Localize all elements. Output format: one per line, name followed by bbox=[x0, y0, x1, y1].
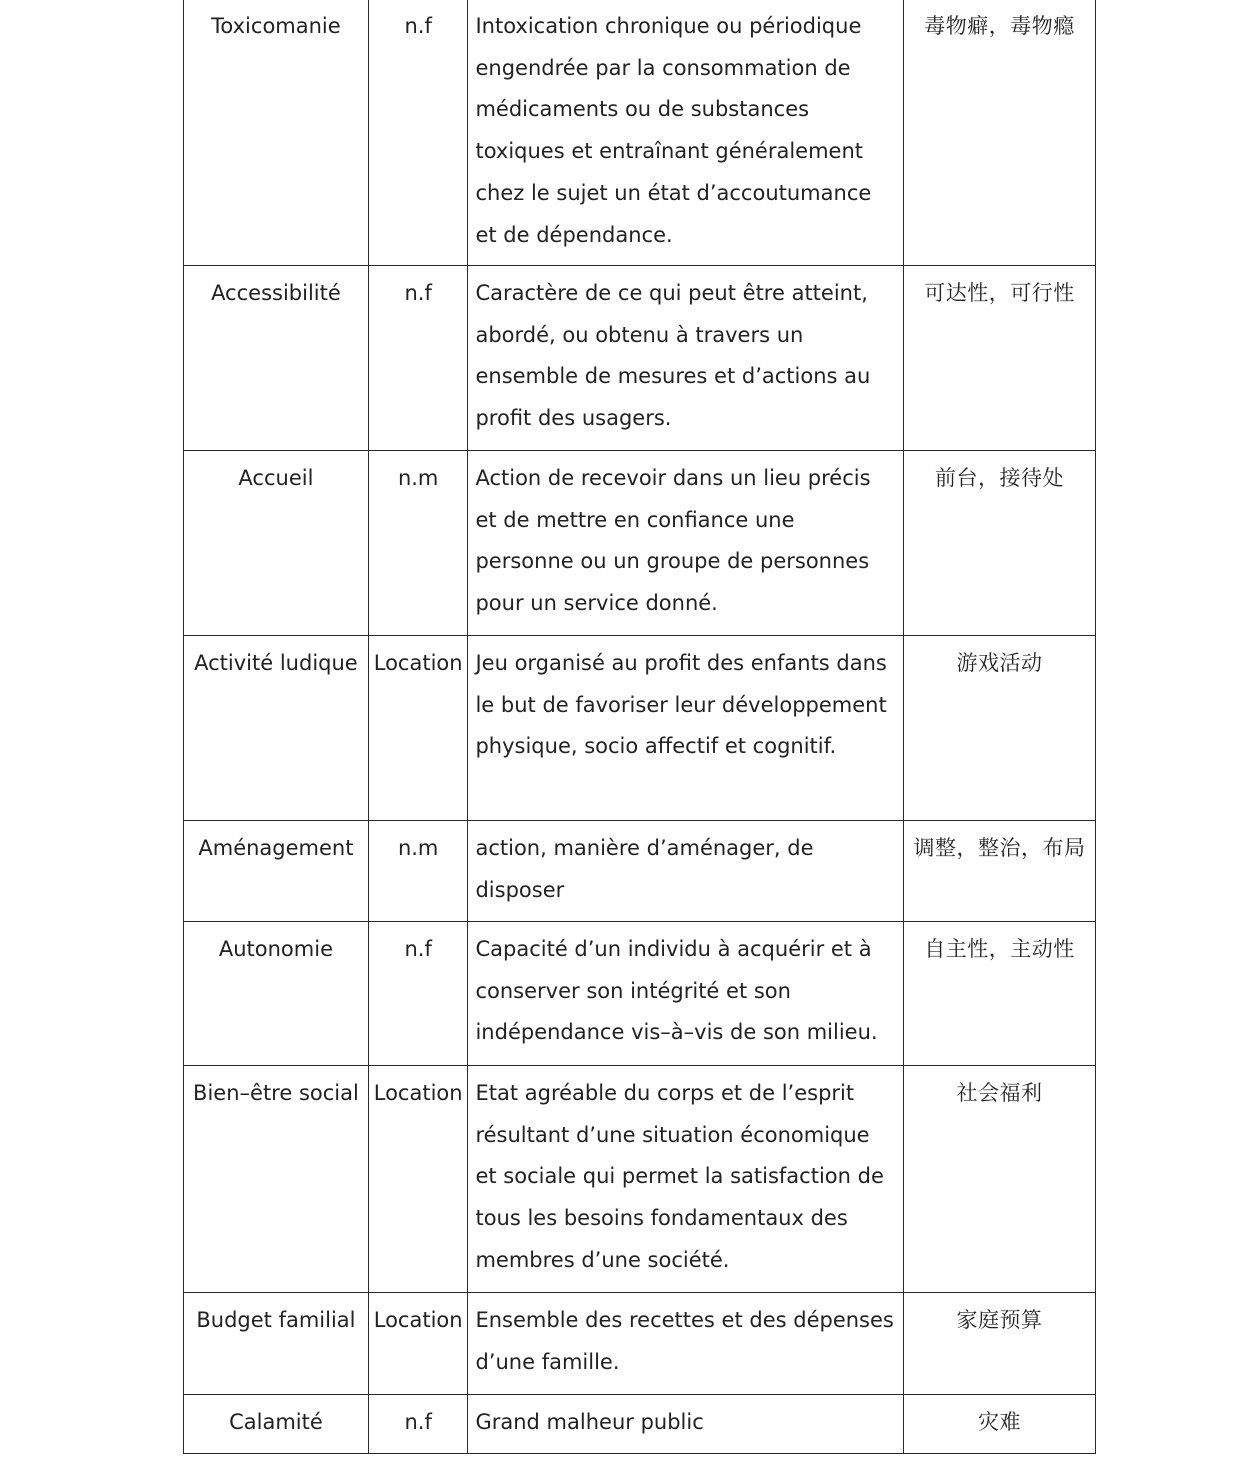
table-row bbox=[184, 922, 1096, 1066]
table-row bbox=[184, 1293, 1096, 1395]
definition-cell: Action de recevoir dans un lieu précis et de mettre en confiance une personne ou un groupe de personnes pour un service donné. bbox=[468, 451, 903, 636]
glossary-table bbox=[183, 0, 1096, 1454]
chinese-translation-cell bbox=[903, 1395, 1095, 1454]
term-cell: Activité ludique bbox=[184, 636, 369, 821]
chinese-translation-cell bbox=[903, 1066, 1095, 1293]
chinese-translation-cell bbox=[903, 636, 1095, 821]
chinese-translation-cell bbox=[903, 922, 1095, 1066]
definition-cell: Ensemble des recettes et des dépenses d’une famille. bbox=[468, 1293, 903, 1395]
table-row bbox=[184, 636, 1096, 821]
table-row bbox=[184, 1395, 1096, 1454]
part-of-speech-cell: n.m bbox=[368, 821, 468, 922]
chinese-translation-text: 灾难 bbox=[977, 1410, 1021, 1434]
term-cell: Accueil bbox=[184, 451, 369, 636]
chinese-translation-text: 毒物癖，毒物瘾 bbox=[924, 14, 1075, 38]
part-of-speech-cell: n.f bbox=[368, 0, 468, 266]
term-cell: Budget familial bbox=[184, 1293, 369, 1395]
chinese-translation-cell bbox=[903, 1293, 1095, 1395]
chinese-translation-text: 调整，整治，布局 bbox=[913, 836, 1086, 860]
term-cell: Autonomie bbox=[184, 922, 369, 1066]
term-cell: Calamité bbox=[184, 1395, 369, 1454]
part-of-speech-cell: n.f bbox=[368, 1395, 468, 1454]
part-of-speech-cell: n.m bbox=[368, 451, 468, 636]
chinese-translation-cell bbox=[903, 0, 1095, 266]
definition-cell: Caractère de ce qui peut être atteint, abordé, ou obtenu à travers un ensemble de mesures et d’actions au profit des usagers. bbox=[468, 266, 903, 451]
definition-cell: action, manière d’aménager, de disposer bbox=[468, 821, 903, 922]
table-row bbox=[184, 451, 1096, 636]
definition-cell: Jeu organisé au profit des enfants dans le but de favoriser leur développement physique, socio affectif et cognitif. bbox=[468, 636, 903, 821]
term-cell: Accessibilité bbox=[184, 266, 369, 451]
part-of-speech-cell: n.f bbox=[368, 922, 468, 1066]
definition-cell: Capacité d’un individu à acquérir et à conserver son intégrité et son indépendance vis–à–vis de son milieu. bbox=[468, 922, 903, 1066]
chinese-translation-text: 社会福利 bbox=[956, 1081, 1043, 1105]
chinese-translation-text: 自主性，主动性 bbox=[924, 937, 1075, 961]
term-cell: Toxicomanie bbox=[184, 0, 369, 266]
chinese-translation-cell bbox=[903, 451, 1095, 636]
table-row bbox=[184, 0, 1096, 266]
chinese-translation-text: 家庭预算 bbox=[956, 1308, 1043, 1332]
term-cell: Bien–être social bbox=[184, 1066, 369, 1293]
chinese-translation-cell bbox=[903, 266, 1095, 451]
part-of-speech-cell: Location bbox=[368, 1293, 468, 1395]
table-row bbox=[184, 1066, 1096, 1293]
table-row bbox=[184, 821, 1096, 922]
definition-cell: Intoxication chronique ou périodique engendrée par la consommation de médicaments ou de substances toxiques et entraînant généralement chez le sujet un état d’accoutumance et de dépendance. bbox=[468, 0, 903, 266]
part-of-speech-cell: Location bbox=[368, 636, 468, 821]
part-of-speech-cell: n.f bbox=[368, 266, 468, 451]
term-cell: Aménagement bbox=[184, 821, 369, 922]
chinese-translation-text: 游戏活动 bbox=[956, 651, 1043, 675]
table-row bbox=[184, 266, 1096, 451]
definition-cell: Etat agréable du corps et de l’esprit résultant d’une situation économique et sociale qui permet la satisfaction de tous les besoins fondamentaux des membres d’une société. bbox=[468, 1066, 903, 1293]
chinese-translation-text: 前台，接待处 bbox=[934, 466, 1064, 490]
definition-cell: Grand malheur public bbox=[468, 1395, 903, 1454]
chinese-translation-cell bbox=[903, 821, 1095, 922]
chinese-translation-text: 可达性，可行性 bbox=[924, 281, 1075, 305]
part-of-speech-cell: Location bbox=[368, 1066, 468, 1293]
